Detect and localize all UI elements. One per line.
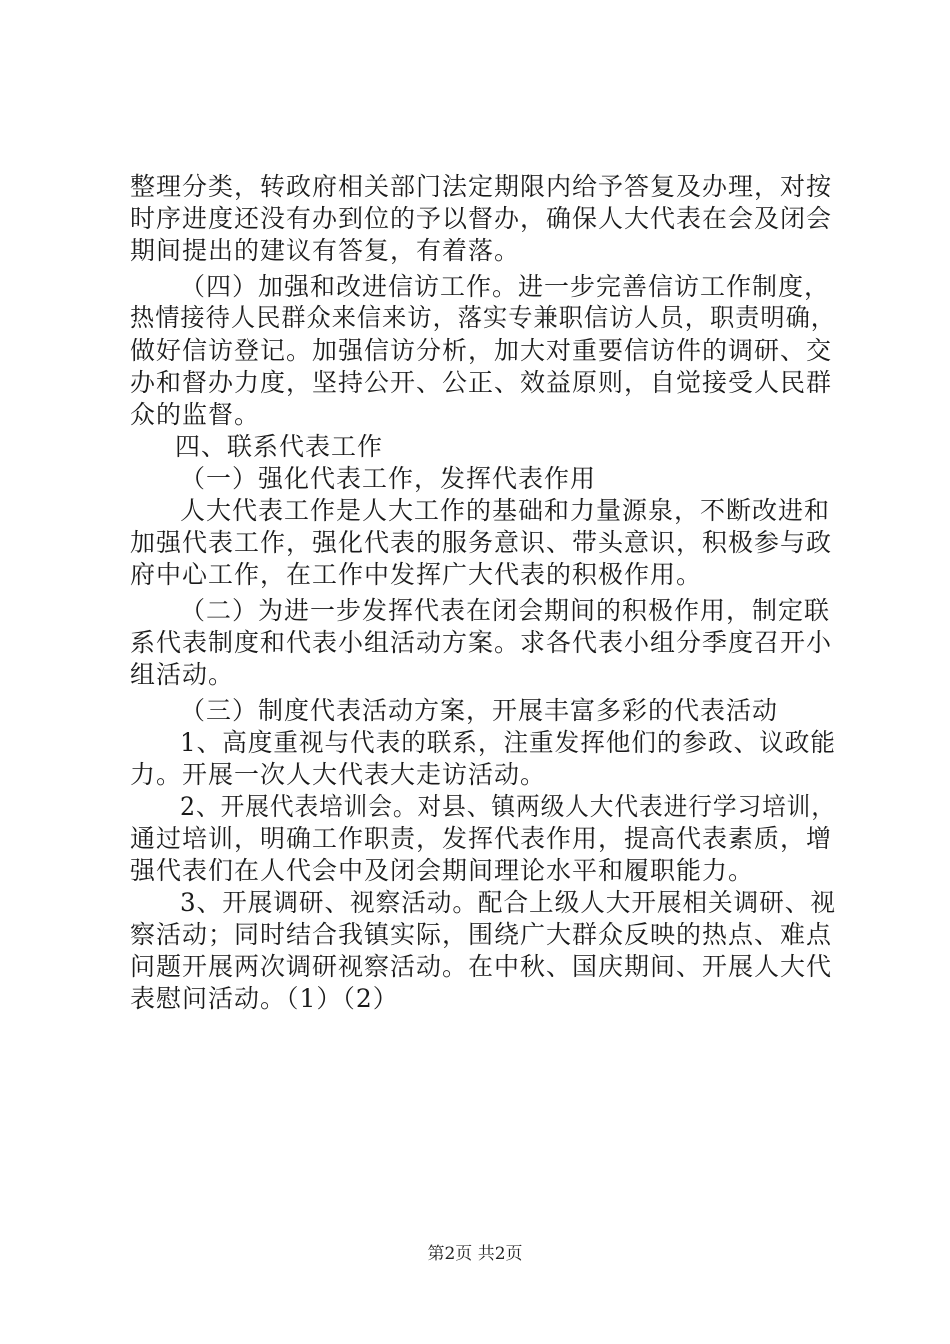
text-line: 系代表制度和代表小组活动方案。求各代表小组分季度召开小 [130,628,833,657]
text-line: 2、开展代表培训会。对县、镇两级人大代表进行学习培训， [180,792,836,821]
text-line: 府中心工作，在工作中发挥广大代表的积极作用。 [130,560,703,589]
page-footer: 第2页 共2页 [427,1244,523,1264]
text-line: 1、高度重视与代表的联系，注重发挥他们的参政、议政能 [180,728,836,757]
text-line: 强代表们在人代会中及闭会期间理论水平和履职能力。 [130,856,755,885]
text-line: 人大代表工作是人大工作的基础和力量源泉，不断改进和 [180,496,831,525]
text-line: 组活动。 [130,660,235,689]
text-line: （四）加强和改进信访工作。进一步完善信访工作制度， [180,272,831,301]
text-line: 3、开展调研、视察活动。配合上级人大开展相关调研、视 [180,888,836,917]
text-line: 热情接待人民群众来信来访，落实专兼职信访人员，职责明确， [130,303,837,332]
text-line: 表慰问活动。（1）（2） [130,984,399,1013]
text-line: 办和督办力度，坚持公开、公正、效益原则，自觉接受人民群 [130,368,833,397]
text-line: 问题开展两次调研视察活动。在中秋、国庆期间、开展人大代 [130,952,833,981]
subsection-heading: （三）制度代表活动方案，开展丰富多彩的代表活动 [180,696,779,725]
subsection-heading: （一）强化代表工作，发挥代表作用 [180,464,597,493]
text-line: 通过培训，明确工作职责，发挥代表作用，提高代表素质，增 [130,824,833,853]
text-line: 加强代表工作，强化代表的服务意识、带头意识，积极参与政 [130,528,833,557]
text-line: 察活动；同时结合我镇实际，围绕广大群众反映的热点、难点 [130,920,833,949]
text-line: 期间提出的建议有答复，有着落。 [130,236,521,265]
section-heading: 四、联系代表工作 [175,432,384,461]
text-line: 时序进度还没有办到位的予以督办，确保人大代表在会及闭会 [130,204,833,233]
text-line: 整理分类，转政府相关部门法定期限内给予答复及办理，对按 [130,172,833,201]
text-line: （二）为进一步发挥代表在闭会期间的积极作用，制定联 [180,596,831,625]
text-line: 众的监督。 [130,400,261,429]
text-line: 力。开展一次人大代表大走访活动。 [130,760,547,789]
text-line: 做好信访登记。加强信访分析，加大对重要信访件的调研、交 [130,336,833,365]
